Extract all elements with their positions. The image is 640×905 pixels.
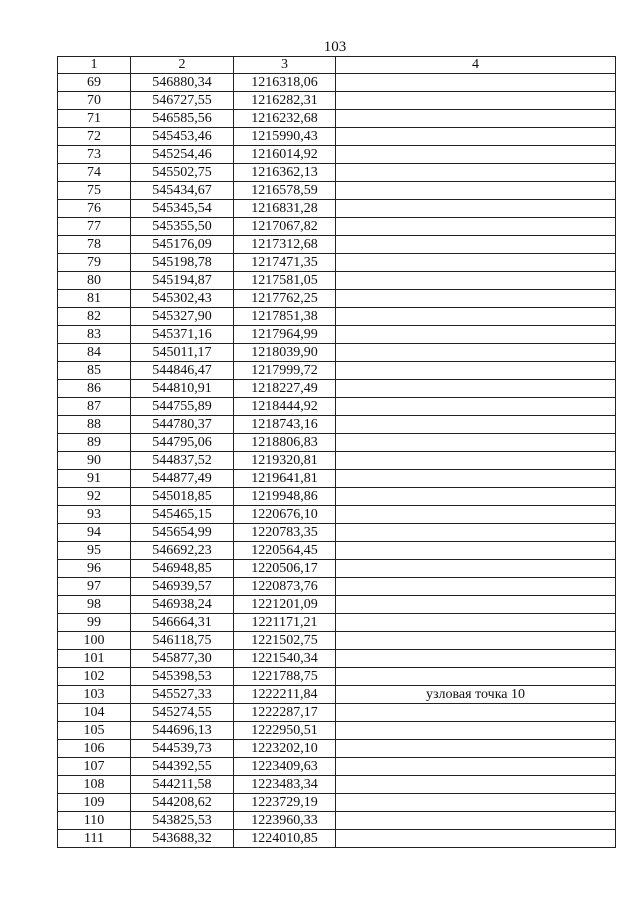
table-row bbox=[58, 362, 616, 380]
y-coordinate-cell: 1222950,51 bbox=[234, 722, 336, 740]
note-cell bbox=[336, 434, 616, 452]
point-number-cell: 92 bbox=[58, 488, 131, 506]
point-number-cell: 91 bbox=[58, 470, 131, 488]
note-cell bbox=[336, 578, 616, 596]
y-coordinate-cell: 1221201,09 bbox=[234, 596, 336, 614]
y-coordinate-cell: 1220676,10 bbox=[234, 506, 336, 524]
y-coordinate-cell: 1219948,86 bbox=[234, 488, 336, 506]
table-row bbox=[58, 92, 616, 110]
table-row bbox=[58, 722, 616, 740]
table-row bbox=[58, 596, 616, 614]
table-row bbox=[58, 344, 616, 362]
column-header-note: 4 bbox=[336, 57, 616, 74]
table-row bbox=[58, 380, 616, 398]
note-cell bbox=[336, 830, 616, 848]
table-row bbox=[58, 110, 616, 128]
note-cell bbox=[336, 218, 616, 236]
point-number-cell: 79 bbox=[58, 254, 131, 272]
point-number-cell: 101 bbox=[58, 650, 131, 668]
table-row bbox=[58, 740, 616, 758]
note-cell bbox=[336, 650, 616, 668]
table-row bbox=[58, 830, 616, 848]
point-number-cell: 76 bbox=[58, 200, 131, 218]
point-number-cell: 108 bbox=[58, 776, 131, 794]
table-row bbox=[58, 434, 616, 452]
y-coordinate-cell: 1216362,13 bbox=[234, 164, 336, 182]
note-cell bbox=[336, 344, 616, 362]
y-coordinate-cell: 1219320,81 bbox=[234, 452, 336, 470]
point-number-cell: 97 bbox=[58, 578, 131, 596]
note-cell bbox=[336, 758, 616, 776]
x-coordinate-cell: 543825,53 bbox=[131, 812, 234, 830]
table-row bbox=[58, 218, 616, 236]
note-cell bbox=[336, 182, 616, 200]
x-coordinate-cell: 544392,55 bbox=[131, 758, 234, 776]
x-coordinate-cell: 546948,85 bbox=[131, 560, 234, 578]
point-number-cell: 78 bbox=[58, 236, 131, 254]
point-number-cell: 83 bbox=[58, 326, 131, 344]
point-number-cell: 80 bbox=[58, 272, 131, 290]
point-number-cell: 96 bbox=[58, 560, 131, 578]
note-cell bbox=[336, 236, 616, 254]
y-coordinate-cell: 1221171,21 bbox=[234, 614, 336, 632]
table-row bbox=[58, 650, 616, 668]
table-row bbox=[58, 524, 616, 542]
y-coordinate-cell: 1218039,90 bbox=[234, 344, 336, 362]
x-coordinate-cell: 545254,46 bbox=[131, 146, 234, 164]
x-coordinate-cell: 545654,99 bbox=[131, 524, 234, 542]
y-coordinate-cell: 1218743,16 bbox=[234, 416, 336, 434]
note-cell bbox=[336, 776, 616, 794]
note-cell: узловая точка 10 bbox=[336, 686, 616, 704]
x-coordinate-cell: 546939,57 bbox=[131, 578, 234, 596]
point-number-cell: 98 bbox=[58, 596, 131, 614]
point-number-cell: 73 bbox=[58, 146, 131, 164]
note-cell bbox=[336, 794, 616, 812]
table-row bbox=[58, 668, 616, 686]
note-cell bbox=[336, 380, 616, 398]
table-row bbox=[58, 146, 616, 164]
x-coordinate-cell: 544755,89 bbox=[131, 398, 234, 416]
note-cell bbox=[336, 290, 616, 308]
point-number-cell: 88 bbox=[58, 416, 131, 434]
note-cell bbox=[336, 596, 616, 614]
y-coordinate-cell: 1217067,82 bbox=[234, 218, 336, 236]
note-cell bbox=[336, 416, 616, 434]
table-row bbox=[58, 632, 616, 650]
x-coordinate-cell: 545465,15 bbox=[131, 506, 234, 524]
y-coordinate-cell: 1223202,10 bbox=[234, 740, 336, 758]
y-coordinate-cell: 1223960,33 bbox=[234, 812, 336, 830]
table-row bbox=[58, 578, 616, 596]
table-row bbox=[58, 128, 616, 146]
point-number-cell: 94 bbox=[58, 524, 131, 542]
y-coordinate-cell: 1218444,92 bbox=[234, 398, 336, 416]
point-number-cell: 84 bbox=[58, 344, 131, 362]
x-coordinate-cell: 545198,78 bbox=[131, 254, 234, 272]
x-coordinate-cell: 545274,55 bbox=[131, 704, 234, 722]
note-cell bbox=[336, 614, 616, 632]
table-row bbox=[58, 290, 616, 308]
note-cell bbox=[336, 398, 616, 416]
y-coordinate-cell: 1221788,75 bbox=[234, 668, 336, 686]
y-coordinate-cell: 1216318,06 bbox=[234, 74, 336, 92]
column-header-y-coordinate: 3 bbox=[234, 57, 336, 74]
y-coordinate-cell: 1217964,99 bbox=[234, 326, 336, 344]
x-coordinate-cell: 545011,17 bbox=[131, 344, 234, 362]
point-number-cell: 103 bbox=[58, 686, 131, 704]
note-cell bbox=[336, 668, 616, 686]
point-number-cell: 82 bbox=[58, 308, 131, 326]
table-row bbox=[58, 542, 616, 560]
y-coordinate-cell: 1220873,76 bbox=[234, 578, 336, 596]
x-coordinate-cell: 544696,13 bbox=[131, 722, 234, 740]
point-number-cell: 100 bbox=[58, 632, 131, 650]
x-coordinate-cell: 545345,54 bbox=[131, 200, 234, 218]
column-header-point-number: 1 bbox=[58, 57, 131, 74]
note-cell bbox=[336, 632, 616, 650]
table-row bbox=[58, 272, 616, 290]
point-number-cell: 86 bbox=[58, 380, 131, 398]
note-cell bbox=[336, 326, 616, 344]
x-coordinate-cell: 545194,87 bbox=[131, 272, 234, 290]
note-cell bbox=[336, 524, 616, 542]
table-row bbox=[58, 506, 616, 524]
note-cell bbox=[336, 488, 616, 506]
table-row bbox=[58, 686, 616, 704]
coordinates-table bbox=[57, 56, 616, 848]
x-coordinate-cell: 544208,62 bbox=[131, 794, 234, 812]
point-number-cell: 90 bbox=[58, 452, 131, 470]
table-row bbox=[58, 776, 616, 794]
y-coordinate-cell: 1215990,43 bbox=[234, 128, 336, 146]
x-coordinate-cell: 544780,37 bbox=[131, 416, 234, 434]
y-coordinate-cell: 1223729,19 bbox=[234, 794, 336, 812]
point-number-cell: 106 bbox=[58, 740, 131, 758]
note-cell bbox=[336, 812, 616, 830]
note-cell bbox=[336, 128, 616, 146]
point-number-cell: 93 bbox=[58, 506, 131, 524]
page-number: 103 bbox=[323, 39, 347, 55]
point-number-cell: 72 bbox=[58, 128, 131, 146]
table-row bbox=[58, 164, 616, 182]
y-coordinate-cell: 1217471,35 bbox=[234, 254, 336, 272]
x-coordinate-cell: 546118,75 bbox=[131, 632, 234, 650]
x-coordinate-cell: 546664,31 bbox=[131, 614, 234, 632]
table-row bbox=[58, 560, 616, 578]
y-coordinate-cell: 1216282,31 bbox=[234, 92, 336, 110]
table-row bbox=[58, 398, 616, 416]
note-cell bbox=[336, 722, 616, 740]
point-number-cell: 107 bbox=[58, 758, 131, 776]
y-coordinate-cell: 1216578,59 bbox=[234, 182, 336, 200]
point-number-cell: 87 bbox=[58, 398, 131, 416]
y-coordinate-cell: 1222287,17 bbox=[234, 704, 336, 722]
note-cell bbox=[336, 110, 616, 128]
table-row bbox=[58, 470, 616, 488]
x-coordinate-cell: 545398,53 bbox=[131, 668, 234, 686]
y-coordinate-cell: 1217999,72 bbox=[234, 362, 336, 380]
note-cell bbox=[336, 704, 616, 722]
x-coordinate-cell: 545453,46 bbox=[131, 128, 234, 146]
y-coordinate-cell: 1217312,68 bbox=[234, 236, 336, 254]
x-coordinate-cell: 546880,34 bbox=[131, 74, 234, 92]
y-coordinate-cell: 1216232,68 bbox=[234, 110, 336, 128]
note-cell bbox=[336, 92, 616, 110]
note-cell bbox=[336, 200, 616, 218]
y-coordinate-cell: 1221502,75 bbox=[234, 632, 336, 650]
y-coordinate-cell: 1216014,92 bbox=[234, 146, 336, 164]
y-coordinate-cell: 1217762,25 bbox=[234, 290, 336, 308]
table-row bbox=[58, 704, 616, 722]
x-coordinate-cell: 544810,91 bbox=[131, 380, 234, 398]
point-number-cell: 77 bbox=[58, 218, 131, 236]
table-row bbox=[58, 758, 616, 776]
x-coordinate-cell: 545527,33 bbox=[131, 686, 234, 704]
point-number-cell: 110 bbox=[58, 812, 131, 830]
y-coordinate-cell: 1219641,81 bbox=[234, 470, 336, 488]
point-number-cell: 70 bbox=[58, 92, 131, 110]
y-coordinate-cell: 1218227,49 bbox=[234, 380, 336, 398]
point-number-cell: 81 bbox=[58, 290, 131, 308]
point-number-cell: 89 bbox=[58, 434, 131, 452]
x-coordinate-cell: 545018,85 bbox=[131, 488, 234, 506]
y-coordinate-cell: 1223483,34 bbox=[234, 776, 336, 794]
x-coordinate-cell: 544846,47 bbox=[131, 362, 234, 380]
table-row bbox=[58, 416, 616, 434]
note-cell bbox=[336, 146, 616, 164]
y-coordinate-cell: 1220564,45 bbox=[234, 542, 336, 560]
table-row bbox=[58, 254, 616, 272]
table-row bbox=[58, 452, 616, 470]
table-row bbox=[58, 614, 616, 632]
note-cell bbox=[336, 74, 616, 92]
x-coordinate-cell: 544837,52 bbox=[131, 452, 234, 470]
point-number-cell: 75 bbox=[58, 182, 131, 200]
x-coordinate-cell: 544539,73 bbox=[131, 740, 234, 758]
table-body bbox=[58, 74, 616, 848]
note-cell bbox=[336, 542, 616, 560]
y-coordinate-cell: 1220783,35 bbox=[234, 524, 336, 542]
table-row bbox=[58, 812, 616, 830]
y-coordinate-cell: 1217851,38 bbox=[234, 308, 336, 326]
x-coordinate-cell: 546938,24 bbox=[131, 596, 234, 614]
table-row bbox=[58, 308, 616, 326]
point-number-cell: 69 bbox=[58, 74, 131, 92]
point-number-cell: 85 bbox=[58, 362, 131, 380]
note-cell bbox=[336, 272, 616, 290]
point-number-cell: 109 bbox=[58, 794, 131, 812]
y-coordinate-cell: 1224010,85 bbox=[234, 830, 336, 848]
point-number-cell: 105 bbox=[58, 722, 131, 740]
point-number-cell: 99 bbox=[58, 614, 131, 632]
note-cell bbox=[336, 362, 616, 380]
x-coordinate-cell: 545176,09 bbox=[131, 236, 234, 254]
table-row bbox=[58, 488, 616, 506]
x-coordinate-cell: 545371,16 bbox=[131, 326, 234, 344]
table-row bbox=[58, 200, 616, 218]
table-row bbox=[58, 326, 616, 344]
y-coordinate-cell: 1221540,34 bbox=[234, 650, 336, 668]
x-coordinate-cell: 546692,23 bbox=[131, 542, 234, 560]
x-coordinate-cell: 546585,56 bbox=[131, 110, 234, 128]
note-cell bbox=[336, 308, 616, 326]
point-number-cell: 74 bbox=[58, 164, 131, 182]
point-number-cell: 102 bbox=[58, 668, 131, 686]
x-coordinate-cell: 544877,49 bbox=[131, 470, 234, 488]
y-coordinate-cell: 1222211,84 bbox=[234, 686, 336, 704]
y-coordinate-cell: 1220506,17 bbox=[234, 560, 336, 578]
x-coordinate-cell: 545877,30 bbox=[131, 650, 234, 668]
x-coordinate-cell: 544795,06 bbox=[131, 434, 234, 452]
x-coordinate-cell: 545355,50 bbox=[131, 218, 234, 236]
point-number-cell: 71 bbox=[58, 110, 131, 128]
x-coordinate-cell: 545302,43 bbox=[131, 290, 234, 308]
note-cell bbox=[336, 506, 616, 524]
table-row bbox=[58, 74, 616, 92]
point-number-cell: 104 bbox=[58, 704, 131, 722]
note-cell bbox=[336, 740, 616, 758]
y-coordinate-cell: 1216831,28 bbox=[234, 200, 336, 218]
note-cell bbox=[336, 452, 616, 470]
x-coordinate-cell: 546727,55 bbox=[131, 92, 234, 110]
note-cell bbox=[336, 164, 616, 182]
x-coordinate-cell: 544211,58 bbox=[131, 776, 234, 794]
y-coordinate-cell: 1223409,63 bbox=[234, 758, 336, 776]
note-cell bbox=[336, 560, 616, 578]
column-header-x-coordinate: 2 bbox=[131, 57, 234, 74]
table-row bbox=[58, 236, 616, 254]
note-cell bbox=[336, 254, 616, 272]
y-coordinate-cell: 1218806,83 bbox=[234, 434, 336, 452]
x-coordinate-cell: 543688,32 bbox=[131, 830, 234, 848]
x-coordinate-cell: 545327,90 bbox=[131, 308, 234, 326]
y-coordinate-cell: 1217581,05 bbox=[234, 272, 336, 290]
x-coordinate-cell: 545502,75 bbox=[131, 164, 234, 182]
point-number-cell: 95 bbox=[58, 542, 131, 560]
x-coordinate-cell: 545434,67 bbox=[131, 182, 234, 200]
note-cell bbox=[336, 470, 616, 488]
table-row bbox=[58, 182, 616, 200]
table-row bbox=[58, 794, 616, 812]
point-number-cell: 111 bbox=[58, 830, 131, 848]
table-header-row bbox=[58, 57, 616, 74]
